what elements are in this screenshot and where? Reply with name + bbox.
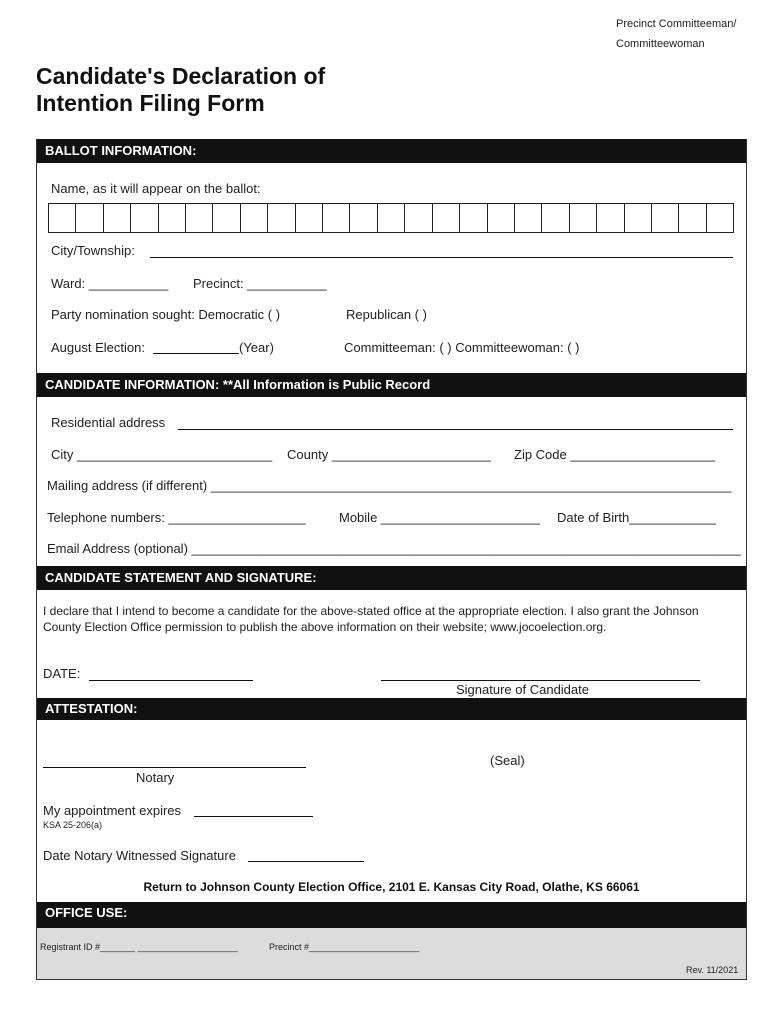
residential-address-field[interactable] [178, 429, 733, 430]
mailing-address-field[interactable]: Mailing address (if different) ________________________________________________________________________ [47, 478, 732, 493]
office-use-heading: OFFICE USE: [37, 902, 746, 928]
appointment-expires-field[interactable] [194, 816, 313, 817]
title-line2: Intention Filing Form [36, 90, 265, 116]
declaration-text: I declare that I intend to become a candidate for the above-stated office at the appropriate election. I also grant the Johnson County Election Office permission to publish the above information on their website; www.jocoelection.org. [43, 604, 699, 634]
city-field[interactable]: City ___________________________ [51, 447, 273, 462]
office-use-area [37, 928, 746, 979]
notary-signature-line[interactable] [43, 767, 306, 768]
signature-label: Signature of Candidate [456, 682, 589, 697]
date-label: DATE: [43, 666, 81, 681]
precinct-label: Precinct: ___________ [193, 276, 327, 291]
candidate-section-heading: CANDIDATE INFORMATION: **All Information is Public Record [37, 373, 746, 397]
seal-label: (Seal) [490, 753, 525, 768]
form-type-line1: Precinct Committeeman/ [616, 18, 737, 30]
mobile-field[interactable]: Mobile ______________________ [339, 510, 540, 525]
residential-address-label: Residential address [51, 415, 166, 430]
revision-label: Rev. 11/2021 [686, 965, 739, 975]
witness-date-field[interactable] [248, 861, 364, 862]
telephone-field[interactable]: Telephone numbers: ___________________ [47, 510, 306, 525]
city-township-field[interactable] [150, 257, 733, 258]
county-field[interactable]: County ______________________ [287, 447, 491, 462]
candidate-signature-line[interactable] [381, 680, 700, 681]
party-republican-option[interactable]: Republican ( ) [346, 307, 427, 322]
form-type-line2: Committeewoman [616, 38, 705, 50]
committee-position-options[interactable]: Committeeman: ( ) Committeewoman: ( ) [344, 340, 580, 355]
witness-date-label: Date Notary Witnessed Signature [43, 848, 236, 863]
ballot-section-heading: BALLOT INFORMATION: [37, 139, 746, 163]
date-field[interactable] [89, 680, 253, 681]
attestation-section-heading: ATTESTATION: [37, 698, 746, 720]
notary-label: Notary [136, 770, 175, 785]
ward-label: Ward: ___________ [51, 276, 169, 291]
page-title [36, 63, 325, 117]
ksa-reference: KSA 25-206(a) [43, 820, 103, 830]
registrant-id-field[interactable]: Registrant ID #_______ ____________________ [40, 942, 238, 952]
year-label: (Year) [239, 340, 274, 355]
title-line1: Candidate's Declaration of [36, 63, 326, 89]
appointment-expires-label: My appointment expires [43, 803, 182, 818]
date-of-birth-field[interactable]: Date of Birth____________ [557, 510, 717, 525]
party-democratic-option[interactable]: Party nomination sought: Democratic ( ) [51, 307, 281, 322]
form-type-header [616, 14, 736, 54]
name-character-boxes[interactable] [48, 203, 734, 233]
email-field[interactable]: Email Address (optional) ____________________________________________________________________________ [47, 541, 741, 556]
return-address: Return to Johnson County Election Office, 2101 E. Kansas City Road, Olathe, KS 66061 [143, 880, 640, 894]
city-township-label: City/Township: [51, 243, 135, 258]
office-precinct-field[interactable]: Precinct #______________________ [269, 942, 420, 952]
august-election-label: August Election: [51, 340, 145, 355]
election-year-field[interactable] [153, 353, 239, 354]
name-label: Name, as it will appear on the ballot: [51, 181, 261, 196]
statement-section-heading: CANDIDATE STATEMENT AND SIGNATURE: [37, 566, 746, 590]
zip-code-field[interactable]: Zip Code ____________________ [514, 447, 715, 462]
